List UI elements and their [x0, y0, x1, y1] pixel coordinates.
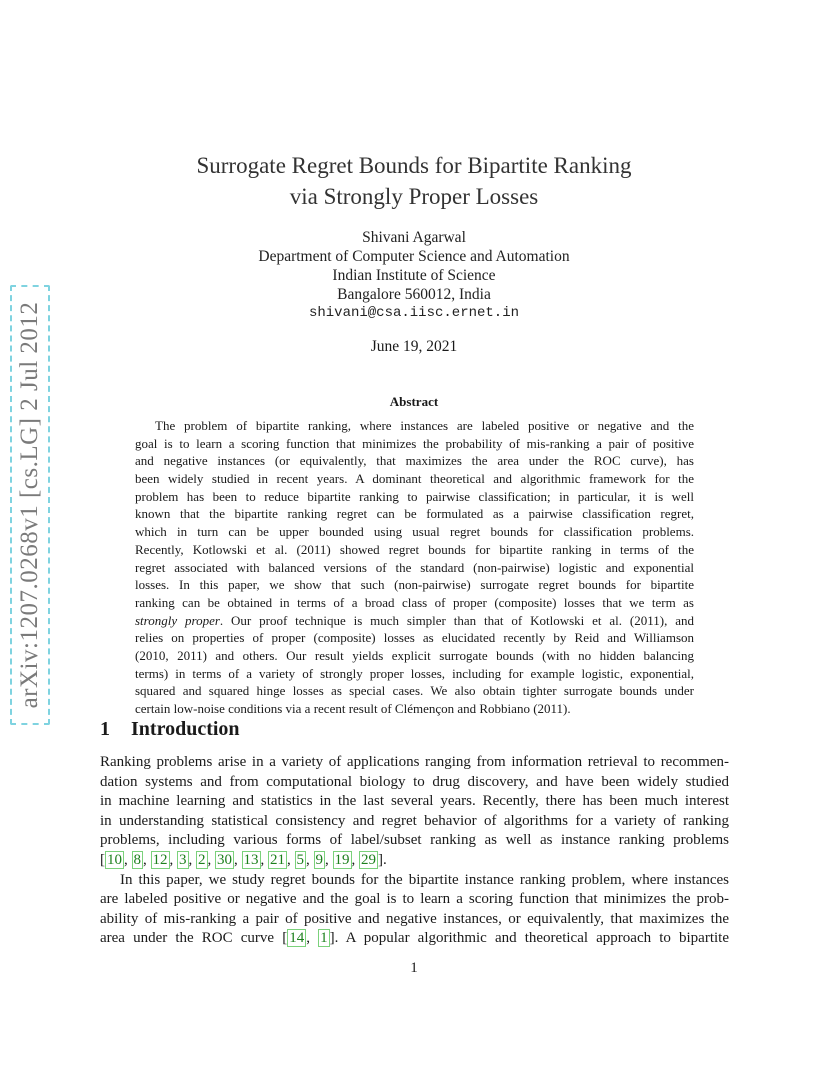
intro-line: Ranking problems arise in a variety of applications ranging from information retrieval to recommen- [100, 754, 729, 770]
abstract-line: and negative instances (or equivalently, that maximizes the area under the ROC curve), has [135, 453, 694, 469]
author-department: Department of Computer Science and Automation [258, 248, 570, 265]
citation-link[interactable]: 13 [243, 851, 259, 868]
intro-line: in machine learning and statistics in the last several years. Recently, there has been much interest [100, 793, 729, 810]
emphasis-term: strongly proper [135, 612, 220, 628]
abstract-heading: Abstract [389, 394, 439, 409]
abstract-line: certain low-noise conditions via a recent result of Clémençon and Robbiano (2011). [135, 701, 571, 716]
intro-line: are labeled positive or negative and the goal is to learn a scoring function that minimizes the prob- [100, 891, 729, 908]
abstract-line: which in turn can be upper bounded using usual regret bounds for classification problems. [135, 524, 694, 540]
citation-link[interactable]: 30 [217, 851, 232, 868]
intro-line: dation systems and from computational biology to drug discovery, and have been widely studied [100, 773, 729, 790]
abstract-line: relies on properties of proper (composite) losses as elucidated recently by Reid and Williamson [135, 630, 694, 646]
abstract-line: strongly proper. Our proof technique is much simpler than that of Kotlowski et al. (2011), and [135, 612, 694, 628]
abstract-line: problem has been to reduce bipartite ranking to pairwise classification; in particular, it is well [135, 488, 694, 504]
abstract-line: ranking can be obtained in terms of a broad class of proper (composite) losses that we term as [135, 594, 694, 610]
abstract-line: The problem of bipartite ranking, where instances are labeled positive or negative and the [155, 418, 694, 433]
abstract-line: losses. In this paper, we show that such (non-pairwise) surrogate regret bounds for bipartite [135, 577, 694, 593]
abstract-line: known that the bipartite ranking regret can be formulated as a pairwise classification regret, [135, 506, 694, 522]
citation-link[interactable]: 9 [315, 851, 323, 868]
intro-text: . A popular algorithmic and theoretical approach to bipartite [334, 930, 729, 947]
paper-date: June 19, 2021 [370, 338, 458, 355]
paper-title-line-1: Surrogate Regret Bounds for Bipartite Ranking [196, 153, 632, 178]
abstract-line: been widely studied in recent years. A dominant theoretical and algorithmic framework for the [135, 471, 694, 487]
page-number: 1 [410, 960, 418, 976]
citation-link[interactable]: 8 [133, 851, 141, 868]
citation-link[interactable]: 29 [361, 851, 376, 868]
author-name: Shivani Agarwal [362, 229, 466, 246]
intro-line: In this paper, we study regret bounds for the bipartite instance ranking problem, where instances [120, 871, 729, 888]
abstract-line: regret associated with balanced versions of the standard (non-pairwise) logistic and exponential [135, 559, 694, 575]
abstract-line: (2010, 2011) and others. Our result yields explicit surrogate bounds (with no hidden balancing [135, 647, 694, 663]
intro-line: problems, including various forms of label/subset ranking as well as instance ranking problems [100, 832, 729, 849]
author-block [0, 228, 828, 323]
citation-link[interactable]: 12 [152, 851, 168, 868]
citation-link[interactable]: 21 [270, 851, 285, 868]
abstract-line: terms) in terms of a variety of strongly proper losses, including for example logistic, exponential, [135, 665, 694, 681]
citation-link[interactable]: 5 [296, 851, 304, 868]
paper-title [0, 150, 828, 212]
citation-link[interactable]: 3 [179, 851, 187, 868]
intro-line-with-citation: area under the ROC curve [ 14 , 1 ]. A popular algorithmic and theoretical approach to bipartite [100, 930, 729, 947]
abstract-line: squared and squared hinge losses as special cases. We also obtain tighter surrogate bounds under [135, 683, 694, 699]
paper-title-line-2: via Strongly Proper Losses [289, 184, 539, 209]
citation-link[interactable]: 1 [320, 930, 328, 947]
author-institute: Indian Institute of Science [332, 267, 496, 284]
intro-body [100, 753, 729, 949]
citation-link[interactable]: 2 [198, 851, 206, 868]
citation-link[interactable]: 10 [107, 851, 122, 868]
abstract-line: goal is to learn a scoring function that minimizes the probability of mis-ranking a pair of positive [135, 435, 694, 451]
author-email[interactable]: shivani@csa.iisc.ernet.in [308, 305, 520, 321]
section-number: 1 [100, 718, 110, 740]
section-title: Introduction [131, 718, 240, 740]
abstract-body [135, 417, 694, 718]
section-heading [100, 718, 240, 741]
intro-text: area under the ROC curve [100, 930, 275, 947]
intro-citation-line: [ 10 , 8 , 12 , 3 , 2 , 30 , 13 , 21 , 5 , 9 , 19 , 29 ]. [100, 851, 387, 868]
citation-link[interactable]: 19 [334, 851, 350, 868]
intro-line: ability of mis-ranking a pair of positive and negative instances, or equivalently, that maximizes the [100, 910, 729, 927]
intro-line: in understanding statistical consistency and regret behavior of algorithms for a variety of ranking [100, 812, 729, 829]
citation-link[interactable]: 14 [289, 930, 305, 947]
abstract-line: Recently, Kotlowski et al. (2011) showed regret bounds for bipartite ranking in terms of the [135, 541, 694, 557]
author-address: Bangalore 560012, India [337, 286, 491, 303]
arxiv-stamp-text: arXiv:1207.0268v1 [cs.LG] 2 Jul 2012 [16, 301, 43, 709]
